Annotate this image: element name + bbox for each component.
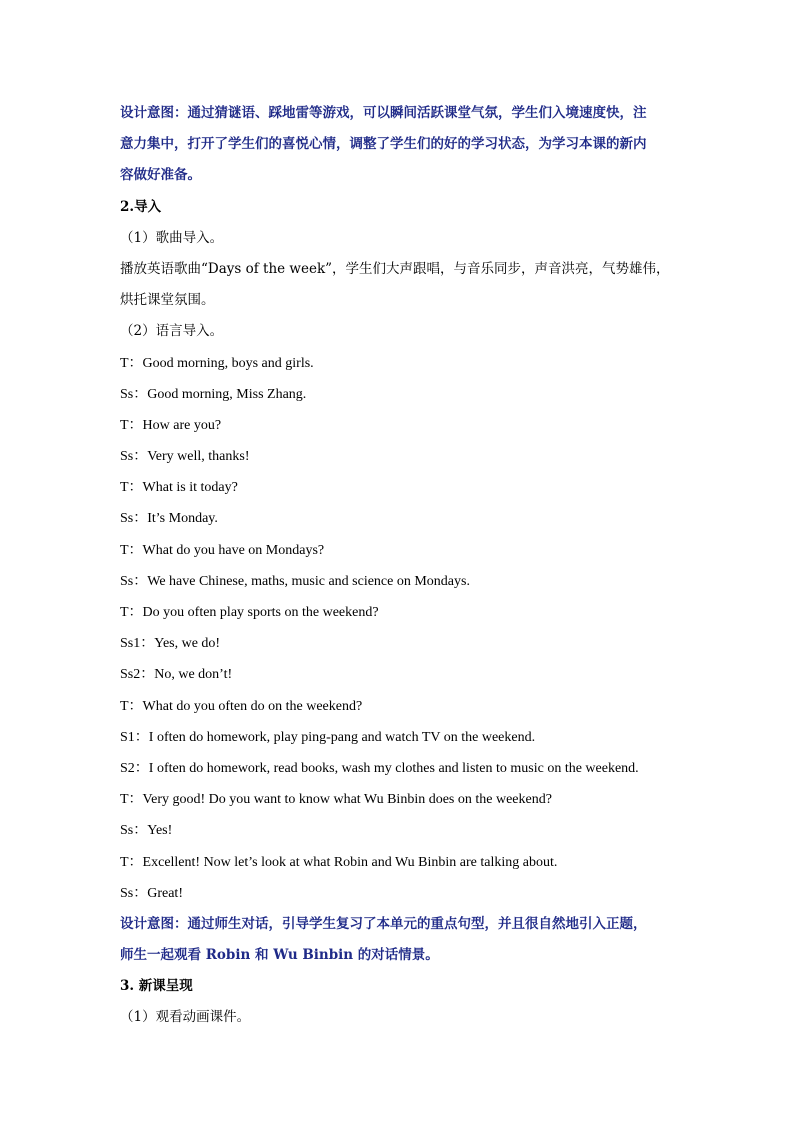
design-intent-line: 设计意图：通过师生对话，引导学生复习了本单元的重点句型，并且很自然地引入正题， bbox=[120, 915, 647, 932]
dialogue-line: S1：I often do homework, play ping-pang and watch TV on the weekend. bbox=[120, 729, 536, 745]
subheading-language-intro: （2）语言导入。 bbox=[120, 323, 224, 340]
dialogue-line: T：How are you? bbox=[120, 417, 222, 433]
dialogue-line: Ss：Good morning, Miss Zhang. bbox=[120, 386, 307, 402]
dialogue-line: Ss：Great! bbox=[120, 885, 183, 901]
dialogue-line: Ss：We have Chinese, maths, music and science on Mondays. bbox=[120, 573, 470, 589]
design-intent-line: 意力集中，打开了学生们的喜悦心情，调整了学生们的好的学习状态，为学习本课的新内 bbox=[120, 136, 647, 153]
section-heading-new-lesson: 3. 新课呈现 bbox=[120, 978, 193, 995]
dialogue-line: T：What do you often do on the weekend? bbox=[120, 698, 363, 714]
dialogue-line: T：Very good! Do you want to know what Wu Binbin does on the weekend? bbox=[120, 792, 552, 808]
dialogue-line: Ss：It’s Monday. bbox=[120, 511, 218, 527]
subheading-song-intro: （1）歌曲导入。 bbox=[120, 229, 224, 246]
dialogue-line: T：Excellent! Now let’s look at what Robin and Wu Binbin are talking about. bbox=[120, 854, 558, 870]
design-intent-line: 师生一起观看 Robin 和 Wu Binbin 的对话情景。 bbox=[120, 947, 439, 964]
section-heading-intro: 2.导入 bbox=[120, 198, 162, 215]
dialogue-line: S2：I often do homework, read books, wash my clothes and listen to music on the weekend. bbox=[120, 760, 639, 776]
dialogue-line: Ss：Very well, thanks! bbox=[120, 449, 250, 465]
dialogue-line: Ss1：Yes, we do! bbox=[120, 636, 221, 652]
dialogue-line: Ss2：No, we don’t! bbox=[120, 667, 233, 683]
design-intent-block bbox=[120, 909, 680, 971]
dialogue-line: T：What do you have on Mondays? bbox=[120, 542, 325, 558]
design-intent-line: 容做好准备。 bbox=[120, 167, 201, 184]
dialogue-line: T：Good morning, boys and girls. bbox=[120, 355, 314, 371]
subheading-watch-animation: （1）观看动画课件。 bbox=[120, 1009, 251, 1026]
design-intent-line: 设计意图：通过猜谜语、踩地雷等游戏，可以瞬间活跃课堂气氛，学生们入境速度快，注 bbox=[120, 105, 647, 121]
dialogue-line: T：Do you often play sports on the weekend? bbox=[120, 605, 379, 620]
dialogue-line: Ss：Yes! bbox=[120, 823, 173, 839]
design-intent-block bbox=[120, 98, 680, 192]
dialogue-block bbox=[120, 348, 680, 909]
paragraph-line: 播放英语歌曲“Days of the week”，学生们大声跟唱，与音乐同步，声音洪亮，气势雄伟， bbox=[120, 260, 670, 277]
dialogue-line: T：What is it today? bbox=[120, 480, 238, 496]
paragraph-line: 烘托课堂氛围。 bbox=[120, 292, 215, 309]
document-page bbox=[120, 98, 680, 1034]
